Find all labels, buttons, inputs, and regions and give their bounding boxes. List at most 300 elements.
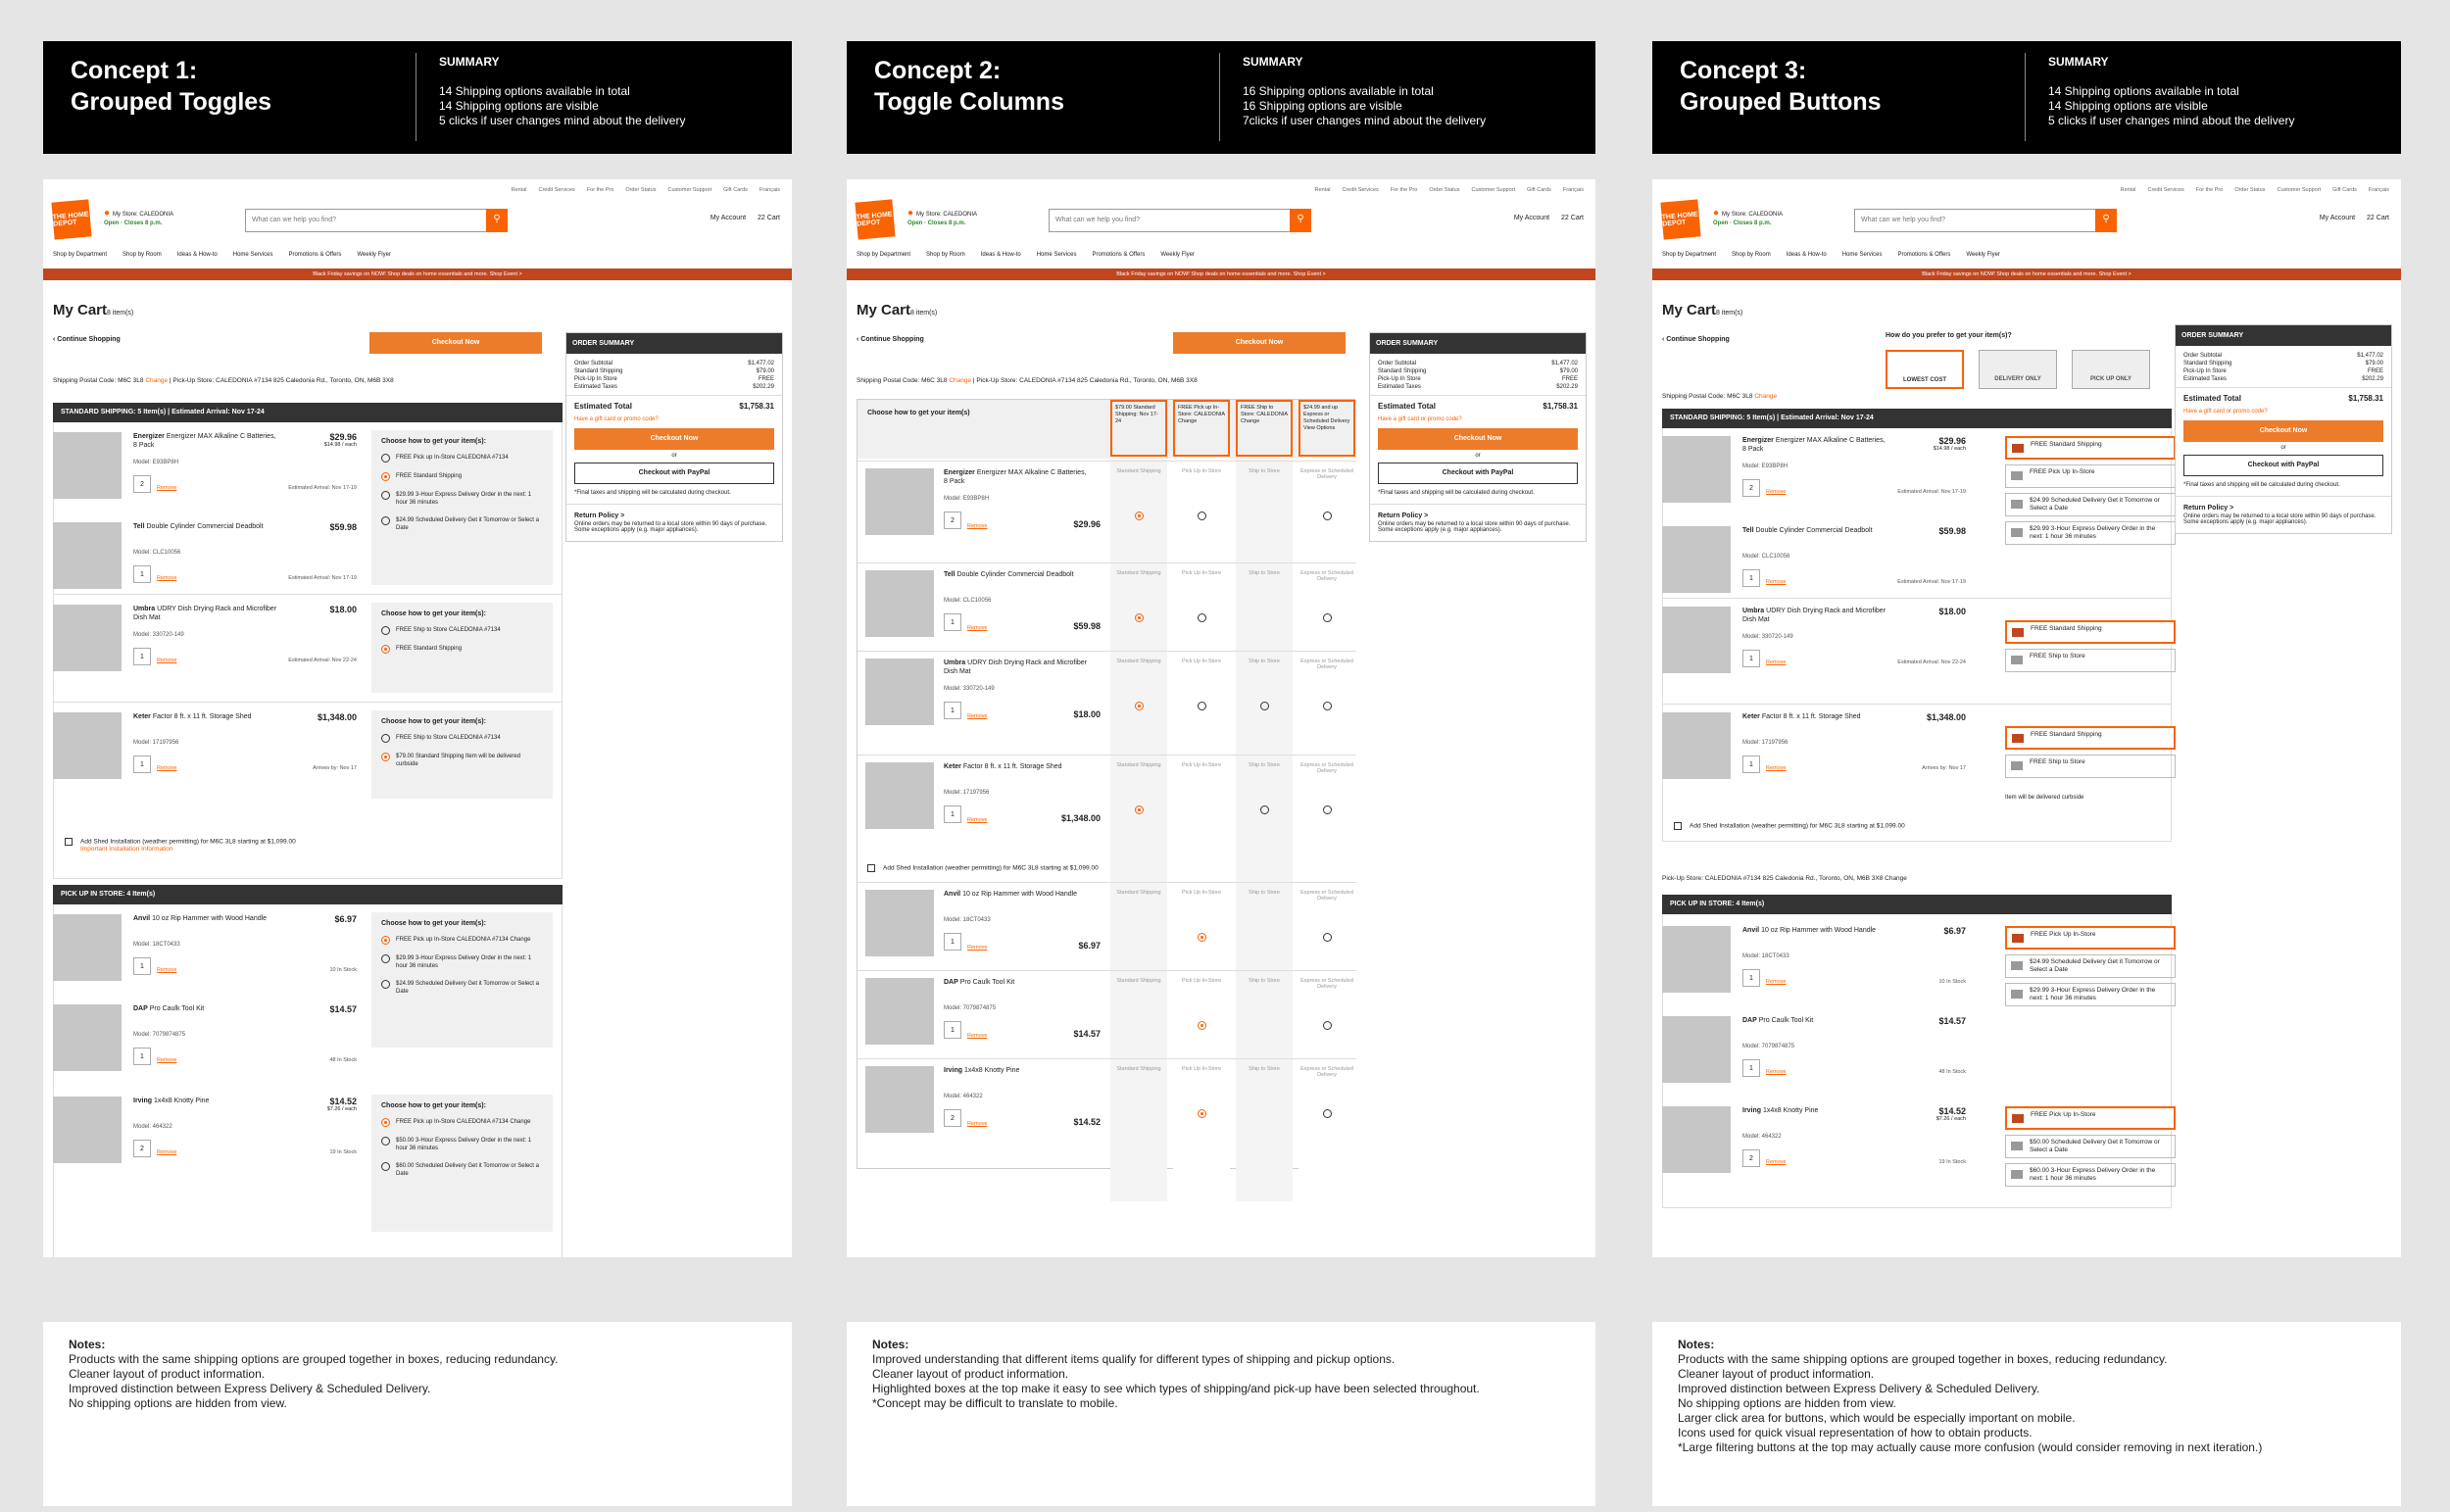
shipping-option[interactable]: $24.99 Scheduled Delivery Get it Tomorrow or Select a Date bbox=[381, 516, 543, 532]
concept-notes: Notes: Products with the same shipping options are grouped together in boxes, reducing redundancy. Cleaner layout of product information. Improved distinction between Express Delivery & Scheduled Delivery. No shipping options are hidden from view. Larger click area for buttons, which would be especially important on mobile. Icons used for quick visual representation of how to obtain products. *Large filtering buttons at the top may actually cause more confusion (would consider removing in next iteration.) bbox=[1652, 1322, 2401, 1506]
nav-item[interactable]: Shop by Room bbox=[926, 252, 965, 258]
product-image[interactable] bbox=[53, 914, 122, 981]
product-image[interactable] bbox=[53, 1004, 122, 1071]
radio-button[interactable] bbox=[381, 472, 390, 481]
product-name[interactable]: Anvil 10 oz Rip Hammer with Wood Handle bbox=[133, 915, 268, 922]
search-input[interactable]: What can we help you find? ⚲ bbox=[1049, 209, 1311, 232]
remove-link[interactable]: Remove bbox=[157, 485, 177, 491]
cart-item bbox=[1662, 607, 1966, 679]
util-link[interactable]: Rental bbox=[511, 187, 527, 193]
shipping-option[interactable]: $29.99 3-Hour Express Delivery Order in the next: 1 hour 36 minutes bbox=[381, 954, 543, 970]
util-link[interactable]: For the Pro bbox=[2195, 187, 2224, 193]
quantity-input[interactable]: 2 bbox=[1742, 1149, 1760, 1167]
arrival-text: Estimated Arrival: Nov 22-24 bbox=[288, 658, 357, 663]
arrival-text: 10 In Stock bbox=[1938, 979, 1966, 985]
shipping-option[interactable]: FREE Ship to Store CALEDONIA #7134 bbox=[381, 734, 543, 743]
nav-item[interactable]: Weekly Flyer bbox=[1160, 252, 1195, 258]
column-label: Ship to Store bbox=[1249, 658, 1280, 664]
cart-link[interactable]: 22 Cart bbox=[758, 215, 780, 221]
home-depot-logo[interactable]: THE HOME DEPOT bbox=[1660, 199, 1700, 239]
product-image[interactable] bbox=[865, 570, 934, 637]
util-link[interactable]: Gift Cards bbox=[1527, 187, 1551, 193]
product-price: $14.52 bbox=[1073, 1117, 1101, 1127]
note-line: Cleaner layout of product information. bbox=[1678, 1367, 1875, 1381]
store-selector[interactable]: ● My Store: CALEDONIA Open · Closes 8 p.m. bbox=[1713, 208, 1784, 226]
product-name[interactable]: Anvil 10 oz Rip Hammer with Wood Handle bbox=[1742, 927, 1877, 934]
nav-item[interactable]: Home Services bbox=[1036, 252, 1077, 258]
quantity-input[interactable]: 1 bbox=[1742, 969, 1760, 987]
util-link[interactable]: Order Status bbox=[1429, 187, 1460, 193]
shipping-option[interactable]: $79.00 Standard Shipping Item will be delivered curbside bbox=[381, 753, 543, 768]
quantity-input[interactable]: 1 bbox=[133, 1048, 151, 1065]
quantity-input[interactable]: 2 bbox=[133, 1140, 151, 1157]
remove-link[interactable]: Remove bbox=[1766, 1159, 1787, 1165]
shipping-option[interactable]: FREE Standard Shipping bbox=[381, 472, 543, 481]
promo-banner[interactable]: Black Friday savings on NOW! Shop deals on home essentials and more. Shop Event > bbox=[847, 268, 1595, 280]
quantity-input[interactable]: 1 bbox=[133, 565, 151, 583]
util-link[interactable]: Customer Support bbox=[1471, 187, 1516, 193]
radio-button[interactable] bbox=[1198, 1109, 1206, 1118]
remove-link[interactable]: Remove bbox=[967, 713, 988, 719]
remove-link[interactable]: Remove bbox=[967, 945, 988, 951]
util-link[interactable]: Français bbox=[759, 187, 780, 193]
curbside-note: Item will be delivered curbside bbox=[2005, 795, 2084, 801]
product-image[interactable] bbox=[865, 978, 934, 1045]
return-policy-link[interactable]: Return Policy > bbox=[2176, 496, 2391, 513]
shipping-option-button[interactable]: FREE Pick Up In-Store bbox=[2005, 1106, 2176, 1130]
product-price: $59.98 bbox=[1938, 526, 1966, 536]
promo-banner[interactable]: Black Friday savings on NOW! Shop deals on home essentials and more. Shop Event > bbox=[1652, 268, 2401, 280]
product-image[interactable] bbox=[1662, 607, 1731, 673]
nav-item[interactable]: Ideas & How-to bbox=[980, 252, 1021, 258]
continue-shopping-link[interactable]: ‹ Continue Shopping bbox=[53, 336, 121, 343]
nav-item[interactable]: Ideas & How-to bbox=[176, 252, 218, 258]
option-button-group bbox=[2005, 926, 2176, 1011]
filter-button[interactable]: DELIVERY ONLY bbox=[1979, 350, 2057, 389]
summary-row: Estimated Taxes $202.29 bbox=[1378, 384, 1578, 390]
note-line: Larger click area for buttons, which would be especially important on mobile. bbox=[1678, 1411, 2076, 1425]
util-link[interactable]: Credit Services bbox=[2147, 187, 2184, 193]
order-summary bbox=[565, 332, 783, 542]
product-image[interactable] bbox=[1662, 526, 1731, 593]
shipping-option-button[interactable]: FREE Ship to Store bbox=[2005, 755, 2176, 778]
paypal-button[interactable]: Checkout with PayPal bbox=[2183, 455, 2383, 476]
shipping-postal: Shipping Postal Code: M6C 3L8 Change bbox=[1662, 393, 1778, 400]
nav-item[interactable]: Ideas & How-to bbox=[1786, 252, 1827, 258]
shipping-option-button[interactable]: $29.99 3-Hour Express Delivery Order in the next: 1 hour 36 minutes bbox=[2005, 983, 2176, 1006]
promo-code-link[interactable]: Have a gift card or promo code? bbox=[574, 416, 659, 422]
quantity-input[interactable]: 2 bbox=[1742, 479, 1760, 497]
product-name[interactable]: Tell Double Cylinder Commercial Deadbolt bbox=[1742, 527, 1873, 534]
shipping-option-button[interactable]: FREE Standard Shipping bbox=[2005, 436, 2176, 460]
checkout-button[interactable]: Checkout Now bbox=[2183, 420, 2383, 442]
column-label: Standard Shipping bbox=[1116, 468, 1161, 474]
continue-shopping-link[interactable]: ‹ Continue Shopping bbox=[857, 336, 924, 343]
or-divider: or bbox=[671, 453, 677, 459]
shipping-column-header[interactable]: $79.00 Standard Shipping: Nov 17-24 bbox=[1110, 400, 1167, 457]
quantity-input[interactable]: 2 bbox=[133, 475, 151, 493]
cart-item bbox=[865, 570, 1101, 649]
radio-button[interactable] bbox=[1198, 702, 1206, 710]
location-pin-icon: ● bbox=[104, 208, 111, 219]
checkout-now-button[interactable]: Checkout Now bbox=[1173, 332, 1346, 354]
product-image[interactable] bbox=[53, 522, 122, 589]
util-link[interactable]: Order Status bbox=[625, 187, 657, 193]
shipping-option-button[interactable]: FREE Standard Shipping bbox=[2005, 726, 2176, 750]
radio-button[interactable] bbox=[381, 516, 390, 525]
util-link[interactable]: Customer Support bbox=[2277, 187, 2322, 193]
summary-note: *Final taxes and shipping will be calculated during checkout. bbox=[2183, 482, 2340, 488]
shed-installation-option[interactable]: Add Shed Installation (weather permitting) for M6C 3L8 starting at $1,099.00 Important Installation Information bbox=[65, 838, 296, 853]
nav-item[interactable]: Promotions & Offers bbox=[1897, 252, 1951, 258]
return-policy-link[interactable]: Return Policy > bbox=[1370, 504, 1586, 521]
product-image[interactable] bbox=[865, 762, 934, 829]
column-label: Pick Up In-Store bbox=[1181, 570, 1222, 576]
product-price: $14.52 $7.26 / each bbox=[1936, 1106, 1966, 1122]
column-label: Pick Up In-Store bbox=[1181, 1066, 1222, 1072]
product-name[interactable]: Tell Double Cylinder Commercial Deadbolt bbox=[944, 571, 1074, 578]
radio-button[interactable] bbox=[381, 753, 390, 761]
return-policy-link[interactable]: Return Policy > bbox=[566, 504, 782, 521]
option-column bbox=[1110, 457, 1167, 1201]
radio-button[interactable] bbox=[1323, 1109, 1332, 1118]
standard-shipping-header: STANDARD SHIPPING: 5 Item(s) | Estimated Arrival: Nov 17-24 bbox=[53, 403, 563, 422]
remove-link[interactable]: Remove bbox=[157, 575, 177, 581]
checkout-button[interactable]: Checkout Now bbox=[1378, 428, 1578, 450]
radio-button[interactable] bbox=[381, 954, 390, 963]
remove-link[interactable]: Remove bbox=[1766, 1069, 1787, 1075]
product-name[interactable]: Energizer Energizer MAX Alkaline C Batteries, 8 Pack bbox=[944, 469, 1087, 485]
remove-link[interactable]: Remove bbox=[967, 625, 988, 631]
cart-item bbox=[53, 1004, 357, 1077]
cart-item bbox=[53, 914, 357, 987]
note-line: Improved distinction between Express Delivery & Scheduled Delivery. bbox=[69, 1382, 431, 1395]
checkout-now-button[interactable]: Checkout Now bbox=[369, 332, 542, 354]
radio-button[interactable] bbox=[1198, 613, 1206, 622]
promo-banner[interactable]: Black Friday savings on NOW! Shop deals on home essentials and more. Shop Event > bbox=[43, 268, 792, 280]
summary-title: ORDER SUMMARY bbox=[2176, 325, 2391, 346]
checkout-button[interactable]: Checkout Now bbox=[574, 428, 774, 450]
store-selector[interactable]: ● My Store: CALEDONIA Open · Closes 8 p.m. bbox=[104, 208, 174, 226]
shipping-option[interactable]: FREE Standard Shipping bbox=[381, 645, 543, 654]
estimated-total: Estimated Total $1,758.31 bbox=[1370, 395, 1586, 416]
shipping-option-button[interactable]: $50.00 Scheduled Delivery Get it Tomorrow or Select a Date bbox=[2005, 1135, 2176, 1158]
radio-button[interactable] bbox=[1135, 512, 1144, 520]
util-link[interactable]: Customer Support bbox=[667, 187, 712, 193]
summary-title: ORDER SUMMARY bbox=[566, 333, 782, 354]
remove-link[interactable]: Remove bbox=[967, 817, 988, 823]
radio-button[interactable] bbox=[381, 980, 390, 989]
shipping-option[interactable]: $24.99 Scheduled Delivery Get it Tomorrow or Select a Date bbox=[381, 980, 543, 996]
shipping-option[interactable]: $50.00 3-Hour Express Delivery Order in the next: 1 hour 36 minutes bbox=[381, 1137, 543, 1152]
remove-link[interactable]: Remove bbox=[1766, 579, 1787, 585]
shipping-option-button[interactable]: $60.00 3-Hour Express Delivery Order in the next: 1 hour 36 minutes bbox=[2005, 1163, 2176, 1187]
product-model: Model: CLC10056 bbox=[1742, 554, 1790, 560]
remove-link[interactable]: Remove bbox=[157, 765, 177, 771]
quantity-input[interactable]: 1 bbox=[1742, 756, 1760, 773]
account-link[interactable]: My Account bbox=[2319, 215, 2356, 221]
shipping-option-button[interactable]: FREE Pick Up In-Store bbox=[2005, 926, 2176, 950]
nav-item[interactable]: Shop by Department bbox=[1662, 252, 1717, 258]
product-name[interactable]: Irving 1x4x8 Knotty Pine bbox=[944, 1067, 1020, 1074]
note-line: *Concept may be difficult to translate to mobile. bbox=[872, 1396, 1118, 1410]
paypal-button[interactable]: Checkout with PayPal bbox=[1378, 463, 1578, 484]
radio-button[interactable] bbox=[1323, 702, 1332, 710]
radio-button[interactable] bbox=[381, 1137, 390, 1146]
quantity-input[interactable]: 1 bbox=[1742, 569, 1760, 587]
column-label: Express or Scheduled Delivery bbox=[1300, 468, 1353, 480]
promo-code-link[interactable]: Have a gift card or promo code? bbox=[2183, 409, 2268, 415]
filter-button[interactable]: LOWEST COST bbox=[1886, 350, 1964, 389]
account-link[interactable]: My Account bbox=[710, 215, 747, 221]
radio-button[interactable] bbox=[1323, 805, 1332, 814]
radio-button[interactable] bbox=[1135, 702, 1144, 710]
shipping-choice-box: Choose how to get your item(s): FREE Ship to Store CALEDONIA #7134 $79.00 Standard Shipping Item will be delivered curbside bbox=[371, 710, 553, 799]
quantity-input[interactable]: 2 bbox=[944, 512, 961, 529]
summary-row: Standard Shipping $79.00 bbox=[2183, 361, 2383, 366]
remove-link[interactable]: Remove bbox=[157, 658, 177, 663]
product-name[interactable]: Energizer Energizer MAX Alkaline C Batteries, 8 Pack bbox=[1742, 437, 1886, 453]
product-name[interactable]: Tell Double Cylinder Commercial Deadbolt bbox=[133, 523, 264, 530]
nav-item[interactable]: Shop by Department bbox=[857, 252, 911, 258]
checkbox[interactable] bbox=[1674, 822, 1682, 830]
shipping-option[interactable]: FREE Pick up In-Store CALEDONIA #7134 bbox=[381, 454, 543, 463]
promo-code-link[interactable]: Have a gift card or promo code? bbox=[1378, 416, 1462, 422]
shipping-option-button[interactable]: $29.99 3-Hour Express Delivery Order in the next: 1 hour 36 minutes bbox=[2005, 521, 2176, 545]
shipping-option-button[interactable]: $24.99 Scheduled Delivery Get it Tomorrow or Select a Date bbox=[2005, 954, 2176, 978]
radio-button[interactable] bbox=[381, 1118, 390, 1127]
shipping-option[interactable]: $60.00 Scheduled Delivery Get it Tomorrow or Select a Date bbox=[381, 1162, 543, 1178]
note-line: No shipping options are hidden from view. bbox=[1678, 1396, 1896, 1410]
search-icon[interactable]: ⚲ bbox=[2095, 209, 2117, 232]
quantity-input[interactable]: 1 bbox=[133, 756, 151, 773]
quantity-input[interactable]: 1 bbox=[133, 648, 151, 665]
truck-icon bbox=[2011, 761, 2023, 770]
remove-link[interactable]: Remove bbox=[1766, 765, 1787, 771]
remove-link[interactable]: Remove bbox=[157, 1057, 177, 1063]
quantity-input[interactable]: 1 bbox=[133, 957, 151, 975]
store-selector[interactable]: ● My Store: CALEDONIA Open · Closes 8 p.m. bbox=[907, 208, 978, 226]
remove-link[interactable]: Remove bbox=[1766, 979, 1787, 985]
search-icon[interactable]: ⚲ bbox=[486, 209, 508, 232]
checkbox[interactable] bbox=[65, 838, 73, 846]
continue-shopping-link[interactable]: ‹ Continue Shopping bbox=[1662, 336, 1730, 343]
cart-link[interactable]: 22 Cart bbox=[1561, 215, 1584, 221]
account-area bbox=[2320, 215, 2389, 221]
truck-icon bbox=[2012, 1114, 2024, 1123]
home-depot-logo[interactable]: THE HOME DEPOT bbox=[51, 199, 91, 239]
product-image[interactable] bbox=[1662, 712, 1731, 779]
paypal-button[interactable]: Checkout with PayPal bbox=[574, 463, 774, 484]
nav-item[interactable]: Weekly Flyer bbox=[357, 252, 391, 258]
radio-button[interactable] bbox=[1323, 613, 1332, 622]
product-image[interactable] bbox=[1662, 1106, 1731, 1173]
product-model: Model: 18CT0433 bbox=[944, 917, 991, 923]
quantity-input[interactable]: 1 bbox=[1742, 1059, 1760, 1077]
home-depot-logo[interactable]: THE HOME DEPOT bbox=[855, 199, 895, 239]
product-price: $18.00 bbox=[1938, 607, 1966, 616]
change-link[interactable]: Change bbox=[145, 377, 169, 384]
nav-item[interactable]: Promotions & Offers bbox=[288, 252, 342, 258]
shipping-option-button[interactable]: $24.99 Scheduled Delivery Get it Tomorrow or Select a Date bbox=[2005, 493, 2176, 516]
product-name[interactable]: Keter Factor 8 ft. x 11 ft. Storage Shed bbox=[133, 713, 252, 720]
remove-link[interactable]: Remove bbox=[1766, 659, 1787, 665]
column-label: Standard Shipping bbox=[1116, 1066, 1161, 1072]
shipping-column-header[interactable]: FREE Ship to Store: CALEDONIA Change bbox=[1236, 400, 1293, 457]
remove-link[interactable]: Remove bbox=[157, 1149, 177, 1155]
shipping-option[interactable]: FREE Pick up In-Store CALEDONIA #7134 Change bbox=[381, 1118, 543, 1127]
product-image[interactable] bbox=[53, 432, 122, 499]
product-name[interactable]: Energizer Energizer MAX Alkaline C Batteries, 8 Pack bbox=[133, 433, 276, 449]
product-image[interactable] bbox=[53, 605, 122, 671]
nav-item[interactable]: Home Services bbox=[1841, 252, 1883, 258]
radio-button[interactable] bbox=[1260, 702, 1269, 710]
product-name[interactable]: Umbra UDRY Dish Drying Rack and Microfiber Dish Mat bbox=[944, 659, 1088, 675]
remove-link[interactable]: Remove bbox=[1766, 489, 1787, 495]
utility-links bbox=[1315, 187, 1584, 193]
product-image[interactable] bbox=[865, 890, 934, 956]
nav-item[interactable]: Promotions & Offers bbox=[1092, 252, 1146, 258]
cart-link[interactable]: 22 Cart bbox=[2367, 215, 2389, 221]
quantity-input[interactable]: 1 bbox=[1742, 650, 1760, 667]
radio-button[interactable] bbox=[1198, 1021, 1206, 1030]
change-link[interactable]: Change bbox=[949, 377, 972, 384]
product-image[interactable] bbox=[865, 468, 934, 535]
account-link[interactable]: My Account bbox=[1513, 215, 1550, 221]
quantity-input[interactable]: 1 bbox=[944, 805, 961, 823]
remove-link[interactable]: Remove bbox=[967, 1121, 988, 1127]
search-icon[interactable]: ⚲ bbox=[1290, 209, 1311, 232]
util-link[interactable]: For the Pro bbox=[586, 187, 614, 193]
summary-row: Estimated Taxes $202.29 bbox=[574, 384, 774, 390]
product-name[interactable]: Anvil 10 oz Rip Hammer with Wood Handle bbox=[944, 891, 1078, 898]
shipping-column-header[interactable]: $24.99 and up Express or Scheduled Delivery View Options bbox=[1298, 400, 1355, 457]
truck-icon bbox=[2012, 628, 2024, 637]
filter-button[interactable]: PICK UP ONLY bbox=[2072, 350, 2150, 389]
product-image[interactable] bbox=[1662, 926, 1731, 993]
radio-button[interactable] bbox=[381, 491, 390, 500]
product-model: Model: 330720-149 bbox=[944, 686, 995, 692]
shed-installation-option[interactable]: Add Shed Installation (weather permitting) for M6C 3L8 starting at $1,099.00 bbox=[1674, 822, 1905, 830]
product-name[interactable]: Umbra UDRY Dish Drying Rack and Microfiber Dish Mat bbox=[133, 606, 277, 621]
note-line: Highlighted boxes at the top make it easy to see which types of shipping/and pick-up have been selected throughout. bbox=[872, 1382, 1480, 1395]
shed-installation-option[interactable]: Add Shed Installation (weather permitting) for M6C 3L8 starting at $1,099.00 bbox=[867, 864, 1099, 872]
product-model: Model: E93BP8H bbox=[133, 460, 179, 465]
nav-item[interactable]: Shop by Department bbox=[53, 252, 108, 258]
radio-button[interactable] bbox=[1323, 933, 1332, 942]
radio-button[interactable] bbox=[381, 734, 390, 743]
shipping-option[interactable]: FREE Ship to Store CALEDONIA #7134 bbox=[381, 626, 543, 635]
quantity-input[interactable]: 1 bbox=[944, 933, 961, 951]
product-name[interactable]: Irving 1x4x8 Knotty Pine bbox=[133, 1097, 210, 1104]
radio-button[interactable] bbox=[1135, 805, 1144, 814]
nav-item[interactable]: Shop by Room bbox=[1732, 252, 1771, 258]
shipping-option[interactable]: $29.99 3-Hour Express Delivery Order in the next: 1 hour 36 minutes bbox=[381, 491, 543, 507]
product-image[interactable] bbox=[1662, 1016, 1731, 1083]
product-name[interactable]: DAP Pro Caulk Tool Kit bbox=[133, 1005, 205, 1012]
product-image[interactable] bbox=[1662, 436, 1731, 503]
util-link[interactable]: Gift Cards bbox=[2332, 187, 2357, 193]
checkbox[interactable] bbox=[867, 864, 875, 872]
remove-link[interactable]: Remove bbox=[967, 523, 988, 529]
radio-button[interactable] bbox=[381, 645, 390, 654]
util-link[interactable]: Credit Services bbox=[1342, 187, 1379, 193]
radio-button[interactable] bbox=[381, 936, 390, 945]
shipping-grid bbox=[857, 399, 1355, 1169]
quantity-input[interactable]: 1 bbox=[944, 702, 961, 719]
quantity-input[interactable]: 1 bbox=[944, 613, 961, 631]
truck-icon bbox=[2012, 734, 2024, 743]
search-input[interactable]: What can we help you find? ⚲ bbox=[1854, 209, 2117, 232]
shipping-option-button[interactable]: FREE Standard Shipping bbox=[2005, 620, 2176, 644]
estimated-total: Estimated Total $1,758.31 bbox=[566, 395, 782, 416]
change-link[interactable]: Change bbox=[1754, 393, 1778, 400]
cart-item bbox=[1662, 712, 1966, 785]
util-link[interactable]: Rental bbox=[2120, 187, 2136, 193]
product-name[interactable]: Keter Factor 8 ft. x 11 ft. Storage Shed bbox=[944, 763, 1062, 770]
shipping-option-button[interactable]: FREE Ship to Store bbox=[2005, 649, 2176, 672]
cart-mockup bbox=[847, 179, 1595, 1257]
radio-button[interactable] bbox=[381, 454, 390, 463]
shipping-option[interactable]: FREE Pick up In-Store CALEDONIA #7134 Change bbox=[381, 936, 543, 945]
radio-button[interactable] bbox=[1323, 512, 1332, 520]
radio-button[interactable] bbox=[381, 1162, 390, 1171]
product-image[interactable] bbox=[53, 712, 122, 779]
util-link[interactable]: Français bbox=[2368, 187, 2389, 193]
util-link[interactable]: Gift Cards bbox=[723, 187, 748, 193]
remove-link[interactable]: Remove bbox=[967, 1033, 988, 1039]
nav-item[interactable]: Home Services bbox=[232, 252, 273, 258]
quantity-input[interactable]: 1 bbox=[944, 1021, 961, 1039]
product-image[interactable] bbox=[865, 1066, 934, 1133]
nav-item[interactable]: Shop by Room bbox=[122, 252, 162, 258]
radio-button[interactable] bbox=[1198, 933, 1206, 942]
shipping-column-header[interactable]: FREE Pick up In-Store: CALEDONIA Change bbox=[1173, 400, 1230, 457]
product-name[interactable]: Umbra UDRY Dish Drying Rack and Microfiber Dish Mat bbox=[1742, 608, 1886, 623]
radio-button[interactable] bbox=[1135, 613, 1144, 622]
product-image[interactable] bbox=[53, 1097, 122, 1163]
remove-link[interactable]: Remove bbox=[157, 967, 177, 973]
concept-summary: SUMMARY 16 Shipping options available in total 16 Shipping options are visible 7clicks if user changes mind about the delivery bbox=[1243, 55, 1487, 127]
radio-button[interactable] bbox=[1198, 512, 1206, 520]
product-price: $14.57 bbox=[1073, 1029, 1101, 1039]
radio-button[interactable] bbox=[1260, 805, 1269, 814]
product-name[interactable]: DAP Pro Caulk Tool Kit bbox=[944, 979, 1015, 986]
util-link[interactable]: Français bbox=[1562, 187, 1584, 193]
column-label: Pick Up In-Store bbox=[1181, 658, 1222, 664]
quantity-input[interactable]: 2 bbox=[944, 1109, 961, 1127]
product-name[interactable]: Irving 1x4x8 Knotty Pine bbox=[1742, 1107, 1819, 1114]
utility-links bbox=[512, 187, 780, 193]
product-image[interactable] bbox=[865, 658, 934, 725]
product-name[interactable]: Keter Factor 8 ft. x 11 ft. Storage Shed bbox=[1742, 713, 1861, 720]
util-link[interactable]: Credit Services bbox=[538, 187, 575, 193]
radio-button[interactable] bbox=[1323, 1021, 1332, 1030]
product-name[interactable]: DAP Pro Caulk Tool Kit bbox=[1742, 1017, 1814, 1024]
shipping-option-button[interactable]: FREE Pick Up In-Store bbox=[2005, 464, 2176, 488]
nav-item[interactable]: Weekly Flyer bbox=[1966, 252, 2000, 258]
truck-icon bbox=[2011, 471, 2023, 480]
truck-icon bbox=[2011, 1170, 2023, 1179]
installation-info-link[interactable]: Important Installation Information bbox=[80, 846, 173, 853]
search-input[interactable]: What can we help you find? ⚲ bbox=[245, 209, 508, 232]
column-label: Pick Up In-Store bbox=[1181, 978, 1222, 984]
util-link[interactable]: Order Status bbox=[2234, 187, 2266, 193]
util-link[interactable]: For the Pro bbox=[1390, 187, 1418, 193]
radio-button[interactable] bbox=[381, 626, 390, 635]
util-link[interactable]: Rental bbox=[1314, 187, 1331, 193]
note-line: *Large filtering buttons at the top may actually cause more confusion (would consider removing in next iteration.) bbox=[1678, 1440, 2263, 1454]
